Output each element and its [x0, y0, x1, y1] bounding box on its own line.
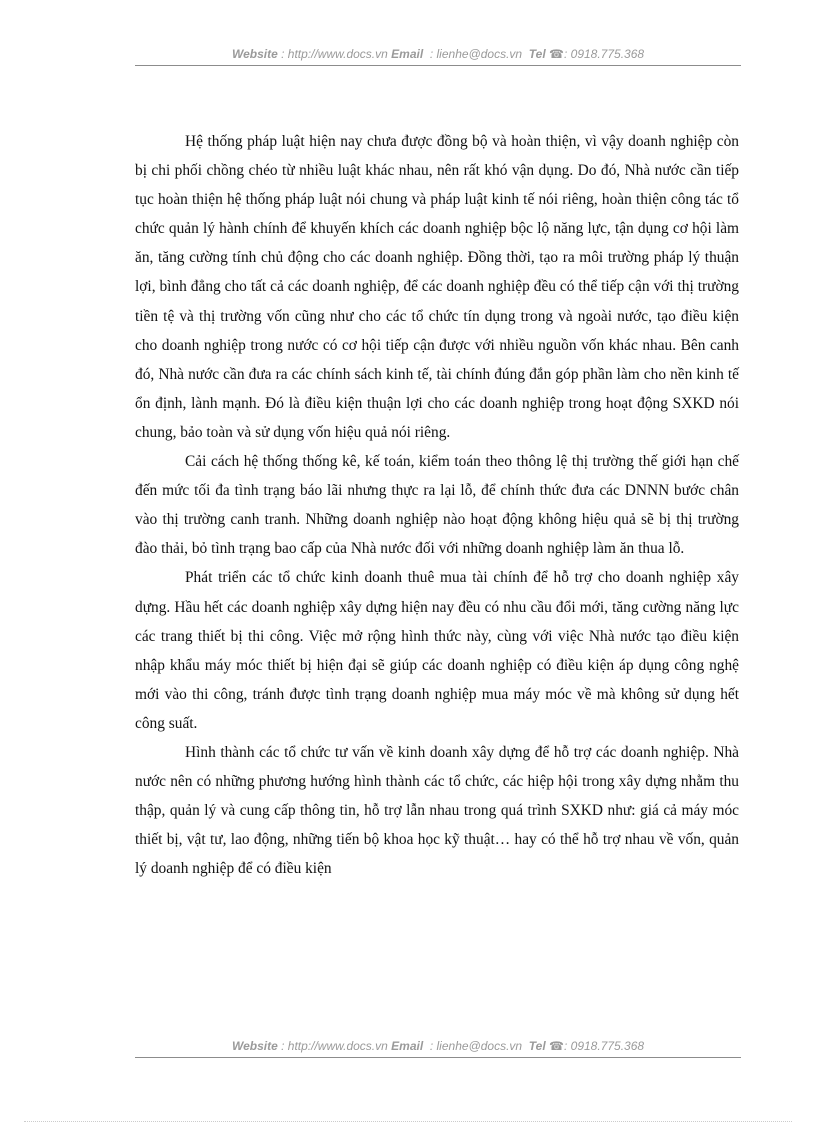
paragraph-consulting-organizations: Hình thành các tổ chức tư vấn về kinh doanh xây dựng để hỗ trợ các doanh nghiệp. Nhà nước nên có những phương hướng hình thành các tổ chức, các hiệp hội trong xây dựng nhằm thu thập, quản lý và cung cấp thông tin, hỗ trợ lẫn nhau trong quá trình SXKD như: giá cả máy móc thiết bị, vật tư, lao động, những tiến bộ khoa học kỹ thuật… hay có thể hỗ trợ nhau về vốn, quản lý doanh nghiệp để có điều kiện — [135, 743, 739, 878]
phone-icon: ☎ — [549, 1039, 564, 1053]
footer-email-link[interactable]: lienhe@docs.vn — [436, 1039, 523, 1053]
header-website-link[interactable]: http://www.docs.vn — [287, 47, 388, 61]
footer-website-link[interactable]: http://www.docs.vn — [287, 1039, 388, 1053]
phone-icon: ☎ — [549, 47, 564, 61]
paragraph-legal-system: Hệ thống pháp luật hiện nay chưa được đồng bộ và hoàn thiện, vì vậy doanh nghiệp còn bị chi phối chồng chéo từ nhiều luật khác nhau, nên rất khó vận dụng. Do đó, Nhà nước cần tiếp tục hoàn thiện hệ thống pháp luật nói chung và pháp luật kinh tế nói riêng, hoàn thiện công tác tổ chức quản lý hành chính để khuyến khích các doanh nghiệp bộc lộ năng lực, tận dụng cơ hội làm ăn, tăng cường tính chủ động cho các doanh nghiệp. Đồng thời, tạo ra môi trường pháp lý thuận lợi, bình đẳng cho tất cả các doanh nghiệp, để các doanh nghiệp đều có thể tiếp cận với thị trường tiền tệ và thị trường vốn cũng như cho các tổ chức tín dụng trong và ngoài nước, tạo điều kiện cho doanh nghiệp trong nước có cơ hội tiếp cận được với nhiều nguồn vốn khác nhau. Bên canh đó, Nhà nước cần đưa ra các chính sách kinh tế, tài chính đúng đắn góp phần làm cho nền kinh tế ổn định, lành mạnh. Đó là điều kiện thuận lợi cho các doanh nghiệp trong hoạt động SXKD nói chung, bảo toàn và sử dụng vốn hiệu quả nói riêng. — [135, 133, 739, 441]
paragraph-financial-leasing: Phát triển các tổ chức kinh doanh thuê mua tài chính để hỗ trợ cho doanh nghiệp xây dựng. Hầu hết các doanh nghiệp xây dựng hiện nay đều có nhu cầu đổi mới, tăng cường năng lực các trang thiết bị thi công. Việc mở rộng hình thức này, cùng với việc Nhà nước tạo điều kiện nhập khẩu máy móc thiết bị hiện đại sẽ giúp các doanh nghiệp có điều kiện áp dụng công nghệ mới vào thi công, tránh được tình trạng doanh nghiệp mua máy móc về mà không sử dụng hết công suất. — [135, 569, 739, 732]
footer-website-label: Website — [231, 1039, 278, 1053]
header-tel-value: 0918.775.368 — [570, 47, 645, 61]
header-website-label: Website — [231, 47, 278, 61]
header-email-link[interactable]: lienhe@docs.vn — [436, 47, 523, 61]
page-footer: Website : http://www.docs.vn Email : lienhe@docs.vn Tel ☎: 0918.775.368 — [135, 1039, 741, 1058]
footer-tel-value: 0918.775.368 — [570, 1039, 645, 1053]
header-tel-label: Tel — [528, 47, 546, 61]
page-header: Website : http://www.docs.vn Email : lienhe@docs.vn Tel ☎: 0918.775.368 — [135, 47, 741, 66]
header-email-label: Email — [391, 47, 424, 61]
paragraph-accounting-reform: Cải cách hệ thống thống kê, kế toán, kiểm toán theo thông lệ thị trường thế giới hạn chế đến mức tối đa tình trạng báo lãi nhưng thực ra lại lỗ, để chính thức đưa các DNNN bước chân vào thị trường canh tranh. Những doanh nghiệp nào hoạt động không hiệu quả sẽ bị thị trường đào thải, bỏ tình trạng bao cấp của Nhà nước đối với những doanh nghiệp làm ăn thua lỗ. — [135, 453, 739, 558]
footer-tel-label: Tel — [528, 1039, 546, 1053]
page-bottom-divider — [24, 1121, 792, 1122]
document-body — [135, 127, 739, 883]
footer-email-label: Email — [391, 1039, 424, 1053]
